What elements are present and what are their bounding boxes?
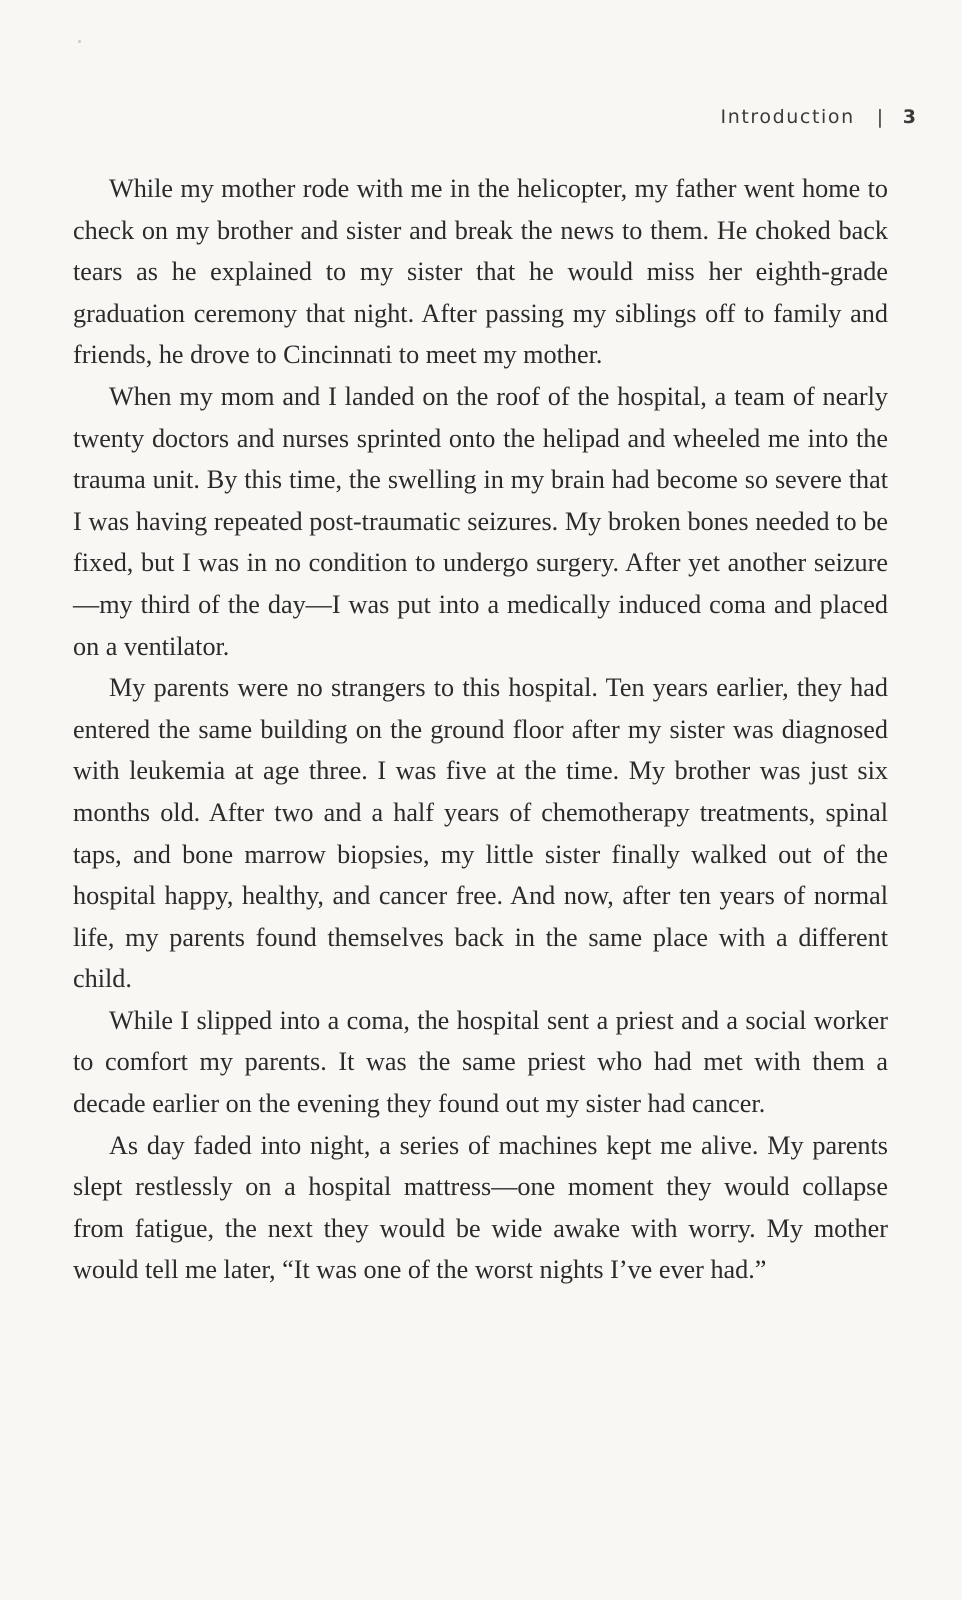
running-head xyxy=(720,106,916,128)
paragraph: While my mother rode with me in the helicopter, my father went home to check on my brother and sister and break the news to them. He choked back tears as he explained to my sister that he would miss her eighth-grade graduation ceremony that night. After passing my siblings off to family and friends, he drove to Cincinnati to meet my mother. xyxy=(73,174,888,370)
paragraph: As day faded into night, a series of machines kept me alive. My parents slept restlessly on a hospital mattress—one moment they would collapse from fatigue, the next they would be wide awake with worry. My mother would tell me later, “It was one of the worst nights I’ve ever had.” xyxy=(73,1130,888,1285)
paragraph: My parents were no strangers to this hospital. Ten years earlier, they had entered the same building on the ground floor after my sister was diagnosed with leukemia at age three. I was five at the time. My brother was just six months old. After two and a half years of chemotherapy treatments, spinal taps, and bone marrow biopsies, my little sister finally walked out of the hospital happy, healthy, and cancer free. And now, after ten years of normal life, my parents found themselves back in the same place with a different child. xyxy=(73,673,888,994)
paragraph: While I slipped into a coma, the hospital sent a priest and a social worker to comfort my parents. It was the same priest who had met with them a decade earlier on the evening they found out my sister had cancer. xyxy=(73,1005,888,1119)
scan-speck xyxy=(78,40,81,43)
section-title: Introduction xyxy=(720,106,855,128)
paragraph: When my mom and I landed on the roof of the hospital, a team of nearly twenty doctors and nurses sprinted onto the helipad and wheeled me into the trauma unit. By this time, the swelling in my brain had become so severe that I was having repeated post-traumatic seizures. My broken bones needed to be fixed, but I was in no condition to undergo surgery. After yet another seizure—my third of the day—I was put into a medically induced coma and placed on a ventilator. xyxy=(73,381,888,661)
body-text xyxy=(73,168,888,1291)
header-separator: | xyxy=(876,106,885,128)
page-number: 3 xyxy=(902,106,916,128)
